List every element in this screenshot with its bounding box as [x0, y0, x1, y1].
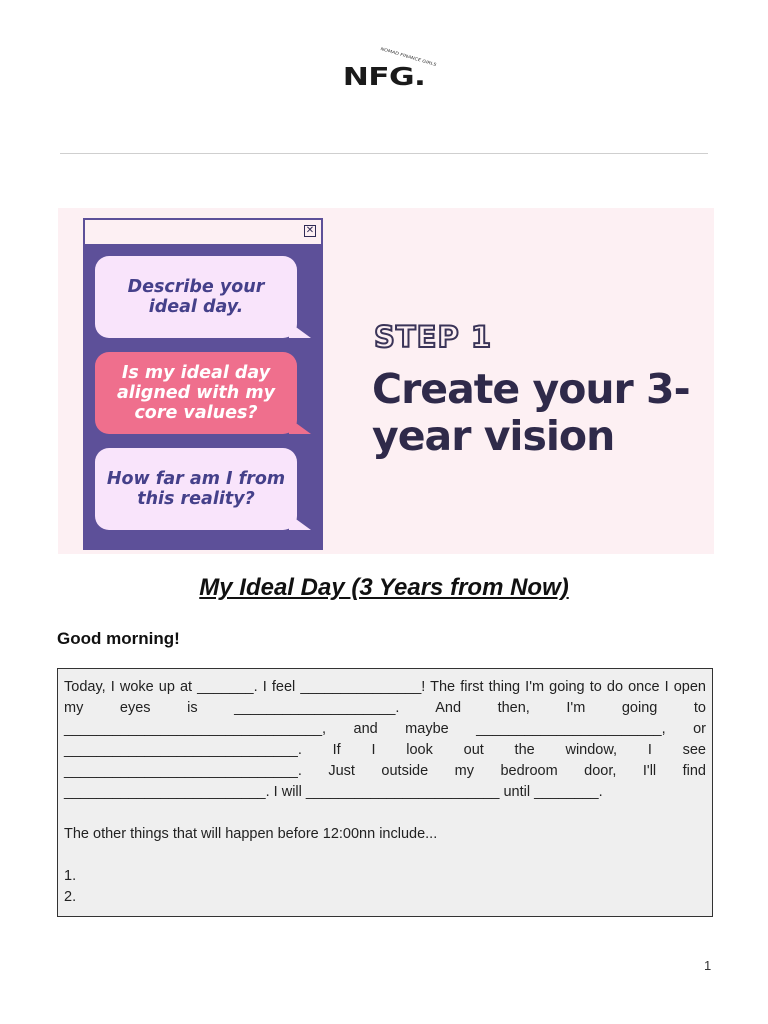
bubble-tail: [289, 322, 311, 338]
bubble-tail: [289, 418, 311, 434]
step-banner: [58, 208, 714, 554]
speech-bubble-3: [95, 448, 297, 530]
document-title: My Ideal Day (3 Years from Now): [199, 574, 569, 601]
header-divider: [60, 153, 708, 154]
list-item: 1.: [64, 868, 77, 884]
fill-in-box: [57, 668, 713, 917]
bubble-text: Describe your ideal day.: [127, 277, 265, 317]
fill-in-paragraph: Today, I woke up at _______. I feel _______________! The first thing I'm going to do once I open my eyes is ____________________. And then, I'm going to ________________________________, and maybe _______________________, or _____________________________. If I look out the window, I see _____________________________. Just outside my bedroom door, I'll find _________________________. I will ________________________ until ________.: [64, 679, 706, 800]
speech-bubble-2: [95, 352, 297, 434]
phone-illustration: [83, 246, 323, 550]
bubble-text: Is my ideal day aligned with my core values?: [116, 363, 275, 423]
nfg-logo: [342, 46, 438, 91]
logo-area: [0, 46, 768, 91]
greeting-heading: Good morning!: [57, 629, 180, 648]
logo-tagline: NOMAD FINANCE GIRLS: [379, 46, 438, 67]
bubble-tail: [289, 514, 311, 530]
bubble-text: How far am I from this reality?: [106, 469, 286, 509]
phone-search-bar: [83, 218, 323, 246]
speech-bubble-1: [95, 256, 297, 338]
numbered-list: [64, 866, 706, 908]
second-paragraph: The other things that will happen before 12:00nn include...: [64, 826, 438, 842]
banner-title: Create your 3-year vision: [372, 365, 690, 460]
list-item: 2.: [64, 889, 77, 905]
close-icon: ✕: [305, 225, 315, 236]
page-number: 1: [704, 958, 712, 973]
step-label: STEP 1: [374, 320, 493, 354]
logo-text: NFG.: [342, 62, 426, 91]
